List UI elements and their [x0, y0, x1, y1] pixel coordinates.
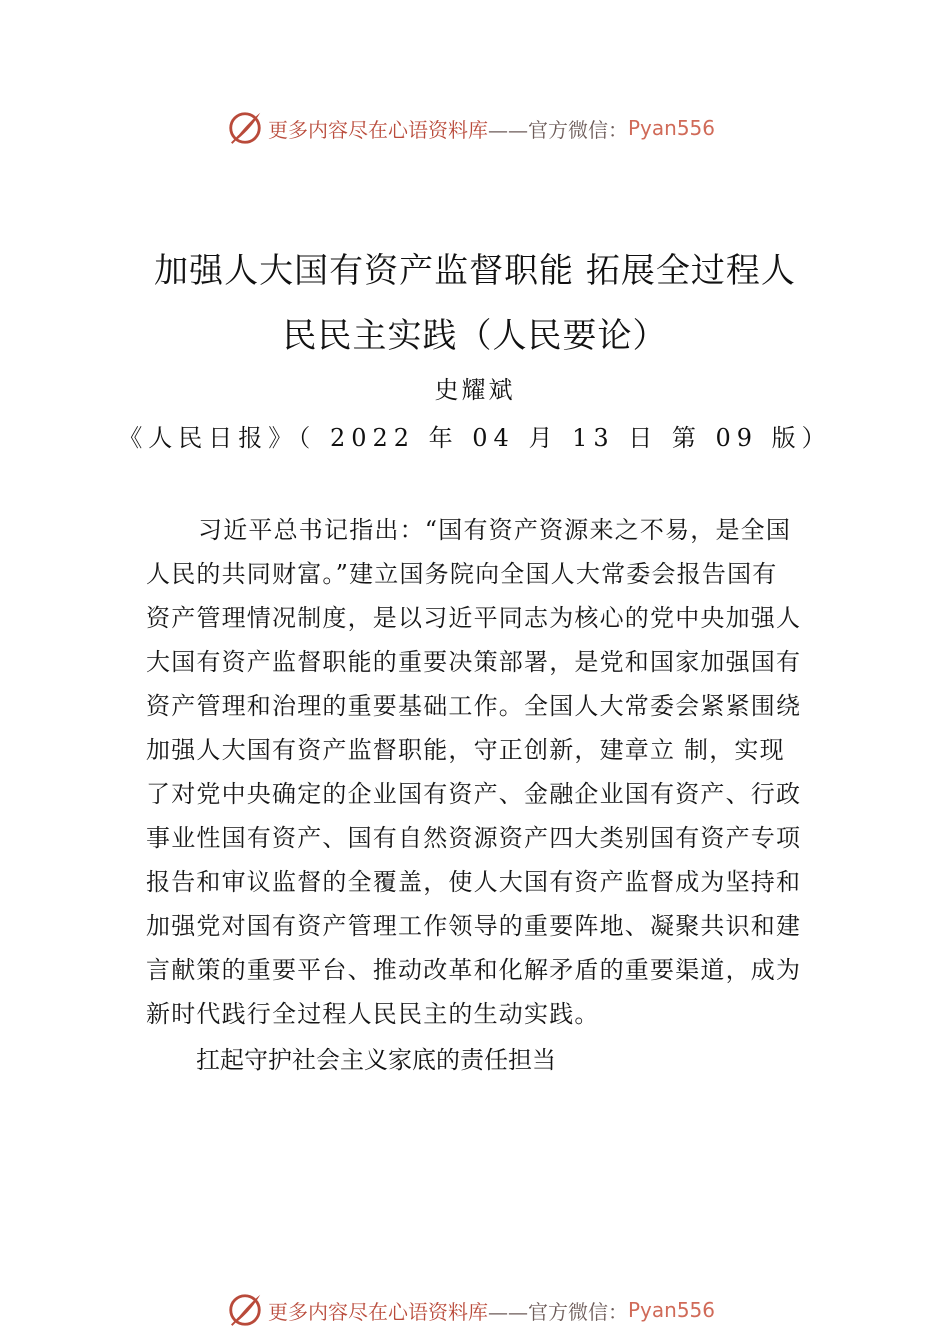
article-source: 《人民日报》（ 2022 年 04 月 13 日 第 09 版）: [118, 424, 832, 452]
watermark-separator: ——官方微信：: [488, 117, 628, 142]
watermark-text: 更多内容尽在心语资料库: [268, 1299, 488, 1324]
article-title-line-1: 加强人大国有资产监督职能 拓展全过程人: [154, 251, 796, 291]
paragraph-line: 大国有资产监督职能的重要决策部署，是党和国家加强国有: [146, 648, 802, 676]
paragraph-line: 报告和审议监督的全覆盖，使人大国有资产监督成为坚持和: [146, 868, 802, 896]
article-title-line-2: 民民主实践（人民要论）: [282, 316, 668, 356]
quill-logo-icon: [226, 1291, 264, 1329]
watermark-header: [226, 108, 715, 148]
article-author: 史耀斌: [434, 376, 516, 404]
watermark-wechat-id: Pyan556: [628, 1298, 716, 1322]
paragraph-line: 加强人大国有资产监督职能，守正创新，建章立 制，实现: [146, 736, 785, 764]
paragraph-line: 新时代践行全过程人民民主的生动实践。: [146, 1000, 600, 1028]
section-heading: 扛起守护社会主义家底的责任担当: [196, 1046, 556, 1074]
paragraph-line: 资产管理情况制度，是以习近平同志为核心的党中央加强人: [146, 604, 802, 632]
paragraph-line: 事业性国有资产、国有自然资源资产四大类别国有资产专项: [146, 824, 802, 852]
watermark-wechat-id: Pyan556: [628, 116, 716, 140]
paragraph-line: 资产管理和治理的重要基础工作。全国人大常委会紧紧围绕: [146, 692, 802, 720]
paragraph-line: 了对党中央确定的企业国有资产、金融企业国有资产、行政: [146, 780, 802, 808]
watermark-separator: ——官方微信：: [488, 1299, 628, 1324]
paragraph-line: 言献策的重要平台、推动改革和化解矛盾的重要渠道，成为: [146, 956, 802, 984]
paragraph-line: 加强党对国有资产管理工作领导的重要阵地、凝聚共识和建: [146, 912, 802, 940]
paragraph-line: 习近平总书记指出：“国有资产资源来之不易，是全国: [198, 516, 792, 544]
quill-logo-icon: [226, 109, 264, 147]
watermark-footer: [226, 1290, 715, 1330]
paragraph-line: 人民的共同财富。”建立国务院向全国人大常委会报告国有: [146, 560, 778, 588]
watermark-text: 更多内容尽在心语资料库: [268, 117, 488, 142]
